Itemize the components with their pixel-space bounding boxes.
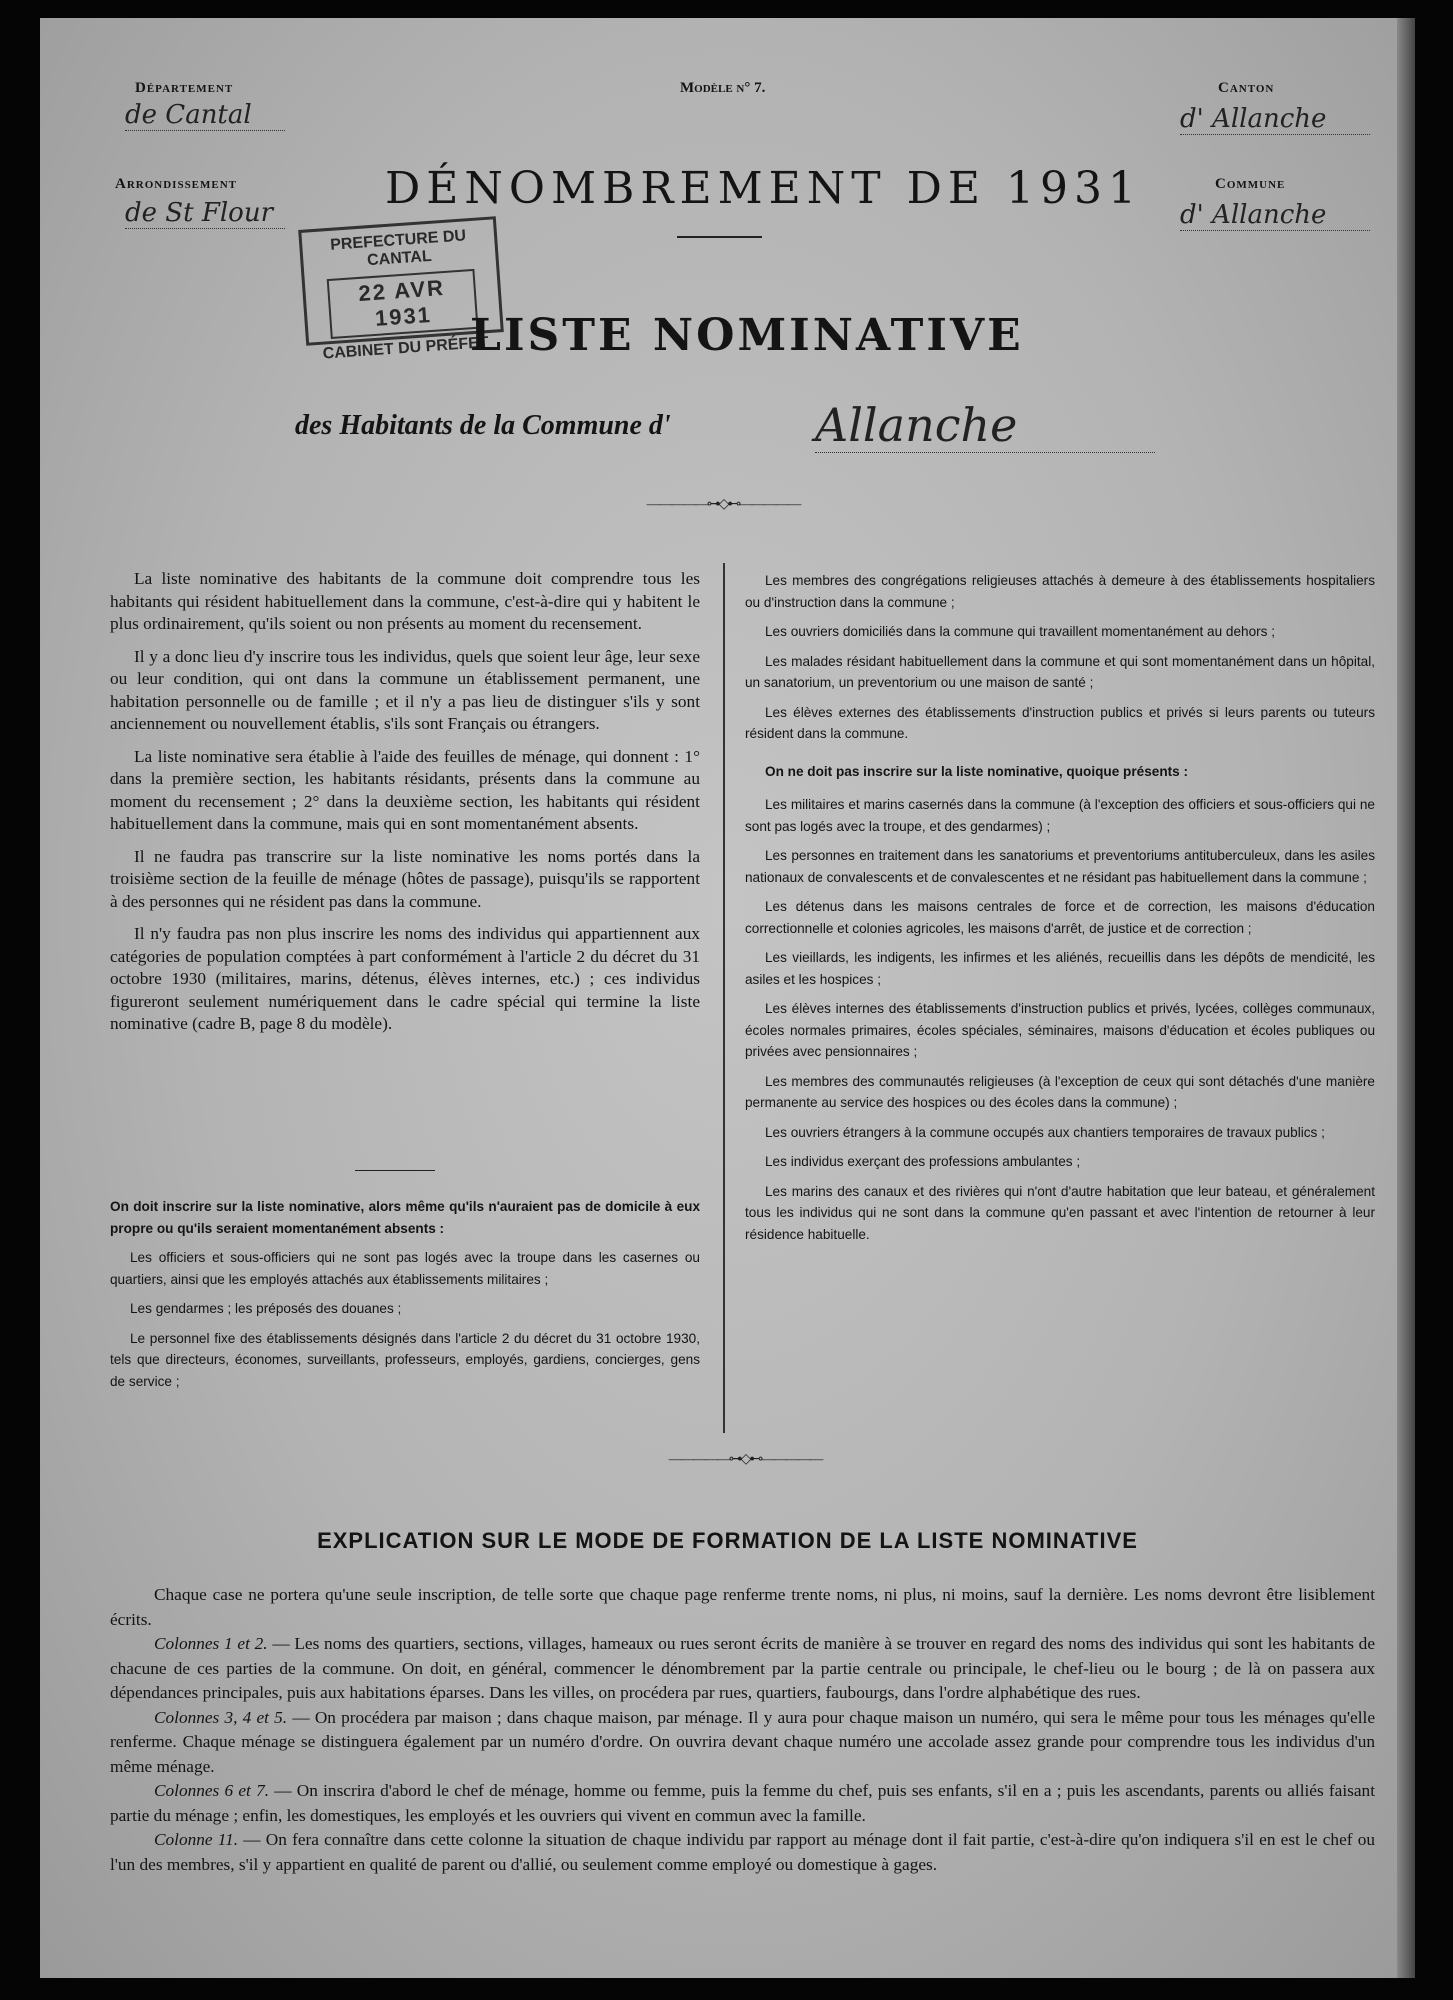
paragraph: Il n'y faudra pas non plus inscrire les noms des individus qui appartiennent aux catégories de population comptées à part conformément à l'article 2 du décret du 31 octobre 1930 (militaires, marins, détenus, élèves internes, etc.) ; ces individus figureront seulement numériquement dans le cadre spécial qui termine la liste nominative (cadre B, page 8 du modèle). bbox=[110, 924, 700, 1033]
list-item: Les marins des canaux et des rivières qui n'ont d'autre habitation que leur bateau, et généralement tous les individus qui ne sont dans la commune qu'en passant et avec l'intention de retourner à leur résidence habituelle. bbox=[745, 1183, 1375, 1242]
canton-value: d' Allanche bbox=[1180, 104, 1370, 135]
list-item: Les individus exerçant des professions ambulantes ; bbox=[765, 1154, 1081, 1169]
column-ref: Colonnes 3, 4 et 5. bbox=[154, 1707, 288, 1727]
arrondissement-label: Arrondissement bbox=[115, 176, 238, 192]
list-item: Les élèves externes des établissements d'instruction publics et privés si leurs parents ou tuteurs résident dans la commune. bbox=[745, 704, 1375, 741]
paragraph: La liste nominative sera établie à l'aide des feuilles de ménage, qui donnent : 1° dans la première section, les habitants résidants, présents dans la commune au moment du recensement ; 2° dans la deuxième section, les habitants qui résident habituellement dans la commune, mais qui en sont momentanément absents. bbox=[110, 746, 700, 833]
list-item: Les ouvriers domiciliés dans la commune qui travaillent momentanément au dehors ; bbox=[765, 624, 1276, 639]
explication-body: — Les noms des quartiers, sections, villages, hameaux ou rues seront écrits de manière à se trouver en regard des noms des individus qui sont les habitants de chacune de ces parties de la commune. On doit, en général, commencer le dénombrement par la partie centrale ou principale, le chef-lieu ou le bourg ; de là on passera aux dépendances principales, puis aux habitations éparses. Dans les villes, on procédera par rues, quartiers, faubourgs, dans l'ordre alphabétique des rues. bbox=[110, 1634, 1375, 1702]
explication-body: Chaque case ne portera qu'une seule inscription, de telle sorte que chaque page renferme trente noms, ni plus, ni moins, sauf la dernière. Les noms devront être lisiblement écrits. bbox=[110, 1585, 1375, 1629]
explication-body: — On fera connaître dans cette colonne la situation de chaque individu par rapport au ménage dont il fait partie, c'est-à-dire qu'on indiquera s'il en est le chef ou l'un des membres, s'il y appartient en qualité de parent ou d'allié, ou seulement comme employé ou domestique à gages. bbox=[110, 1830, 1375, 1874]
explication-body: — On inscrira d'abord le chef de ménage, homme ou femme, puis la femme du chef, puis ses enfants, s'il en a ; puis les ascendants, parents ou alliés faisant partie du ménage ; enfin, les domestiques, les employés et les ouvriers qui vivent en commun avec la famille. bbox=[110, 1781, 1375, 1825]
explication-paragraph bbox=[110, 1828, 1375, 1877]
column-divider bbox=[723, 563, 725, 1433]
list-item: Les détenus dans les maisons centrales de force et de correction, les maisons d'éducation correctionnelle et colonies agricoles, les maisons d'arrêt, de justice et de correction ; bbox=[745, 899, 1375, 936]
column-ref: Colonnes 6 et 7. bbox=[154, 1781, 270, 1800]
title-rule bbox=[677, 236, 762, 238]
list-item: Les malades résidant habituellement dans la commune et qui sont momentanément dans un hôpital, un sanatorium, un preventorium ou une maison de santé ; bbox=[745, 653, 1375, 690]
list-item: Les membres des congrégations religieuses attachés à demeure à des établissements hospitaliers ou d'instruction dans la commune ; bbox=[745, 573, 1375, 610]
paragraph: La liste nominative des habitants de la commune doit comprendre tous les habitants qui résident habituellement dans la commune, c'est-à-dire qui y habitent le plus ordinairement, qu'ils soient ou non présents au moment du recensement. bbox=[110, 569, 700, 633]
document-subtitle: LISTE NOMINATIVE bbox=[470, 310, 1024, 361]
departement-label: Département bbox=[135, 80, 234, 96]
habitants-value: Allanche bbox=[815, 398, 1155, 453]
list-item: Les vieillards, les indigents, les infirmes et les aliénés, recueillis dans les dépôts de mendicité, les asiles et les hospices ; bbox=[745, 950, 1375, 987]
modele-number: Modèle n° 7. bbox=[680, 80, 766, 96]
explication-text bbox=[110, 1583, 1375, 1877]
canton-label: Canton bbox=[1218, 80, 1275, 96]
column-ref: Colonne 11. bbox=[154, 1830, 239, 1849]
explication-paragraph bbox=[110, 1583, 1375, 1632]
commune-label: Commune bbox=[1215, 176, 1286, 192]
commune-value: d' Allanche bbox=[1180, 200, 1370, 231]
left-column-list bbox=[110, 1196, 700, 1400]
ornament-divider: —————⊶◇⊷————— bbox=[646, 497, 800, 512]
page-edge bbox=[1397, 18, 1415, 1978]
explication-paragraph bbox=[110, 1779, 1375, 1828]
explication-title: EXPLICATION SUR LE MODE DE FORMATION DE LA LISTE NOMINATIVE bbox=[317, 1528, 1138, 1553]
section-rule bbox=[355, 1170, 435, 1171]
explication-paragraph bbox=[110, 1632, 1375, 1706]
exclude-heading: On ne doit pas inscrire sur la liste nominative, quoique présents : bbox=[765, 763, 1189, 779]
document-title: DÉNOMBREMENT DE 1931 bbox=[385, 163, 1142, 214]
census-page bbox=[40, 18, 1415, 1978]
list-item: Les gendarmes ; les préposés des douanes ; bbox=[130, 1301, 402, 1316]
left-column-text bbox=[110, 568, 700, 1046]
habitants-label: des Habitants de la Commune d' bbox=[295, 410, 671, 441]
ornament-divider-2: —————⊶◇⊷————— bbox=[668, 1452, 822, 1467]
list-item: Les personnes en traitement dans les sanatoriums et preventoriums antituberculeux, dans les asiles nationaux de convalescents et de convalescentes et ne résidant pas habituellement dans la commune ; bbox=[745, 848, 1375, 885]
right-column-list bbox=[745, 570, 1375, 1253]
list-item: Les ouvriers étrangers à la commune occupés aux chantiers temporaires de travaux publics ; bbox=[765, 1124, 1325, 1140]
arrondissement-value: de St Flour bbox=[125, 198, 285, 229]
paragraph: Il y a donc lieu d'y inscrire tous les individus, quels que soient leur âge, leur sexe ou leur condition, qui ont dans la commune un établissement permanent, une habitation personnelle ou de famille ; et il n'y a pas lieu de distinguer s'ils y sont anciennement ou nouvellement établis, s'ils sont Français ou étrangers. bbox=[110, 646, 700, 733]
explication-paragraph bbox=[110, 1706, 1375, 1780]
stamp-line-1: PREFECTURE DU CANTAL bbox=[329, 227, 467, 270]
column-ref: Colonnes 1 et 2. bbox=[154, 1634, 268, 1653]
inscribe-heading: On doit inscrire sur la liste nominative, alors même qu'ils n'auraient pas de domicile à eux propre ou qu'ils seraient momentanément absents : bbox=[110, 1199, 700, 1236]
list-item: Les militaires et marins casernés dans la commune (à l'exception des officiers et sous-officiers qui ne sont pas logés avec la troupe, et des gendarmes) ; bbox=[745, 797, 1375, 834]
paragraph: Il ne faudra pas transcrire sur la liste nominative les noms portés dans la troisième section de la feuille de ménage (hôtes de passage), puisqu'ils se rapportent à des personnes qui ne résident pas dans la commune. bbox=[110, 846, 700, 911]
list-item: Les membres des communautés religieuses (à l'exception de ceux qui sont détachés d'une manière permanente au service des hospices ou des écoles dans la commune) ; bbox=[745, 1073, 1375, 1110]
list-item: Le personnel fixe des établissements désignés dans l'article 2 du décret du 31 octobre 1930, tels que directeurs, économes, surveillants, professeurs, employés, gardiens, concierges, gens de service ; bbox=[110, 1330, 700, 1389]
stamp-date: 22 AVR 1931 bbox=[327, 269, 479, 339]
stamp-line-3: CABINET DU PRÉFET bbox=[322, 334, 490, 363]
list-item: Les officiers et sous-officiers qui ne sont pas logés avec la troupe dans les casernes ou quartiers, ainsi que les employés attachés aux établissements militaires ; bbox=[110, 1250, 700, 1287]
list-item: Les élèves internes des établissements d'instruction publics et privés, lycées, collèges communaux, écoles normales primaires, écoles spéciales, séminaires, maisons d'éducation et écoles publiques ou privées avec pensionnaires ; bbox=[745, 1001, 1375, 1059]
departement-value: de Cantal bbox=[125, 100, 285, 131]
explication-body: — On procédera par maison ; dans chaque maison, par ménage. Il y aura pour chaque maison un numéro, qui sera le même pour tous les ménages qu'elle renferme. Chaque ménage se distinguera également par un numéro d'ordre. On ouvrira devant chaque numéro une accolade assez grande pour comprendre tous les individus d'un même ménage. bbox=[110, 1707, 1376, 1776]
